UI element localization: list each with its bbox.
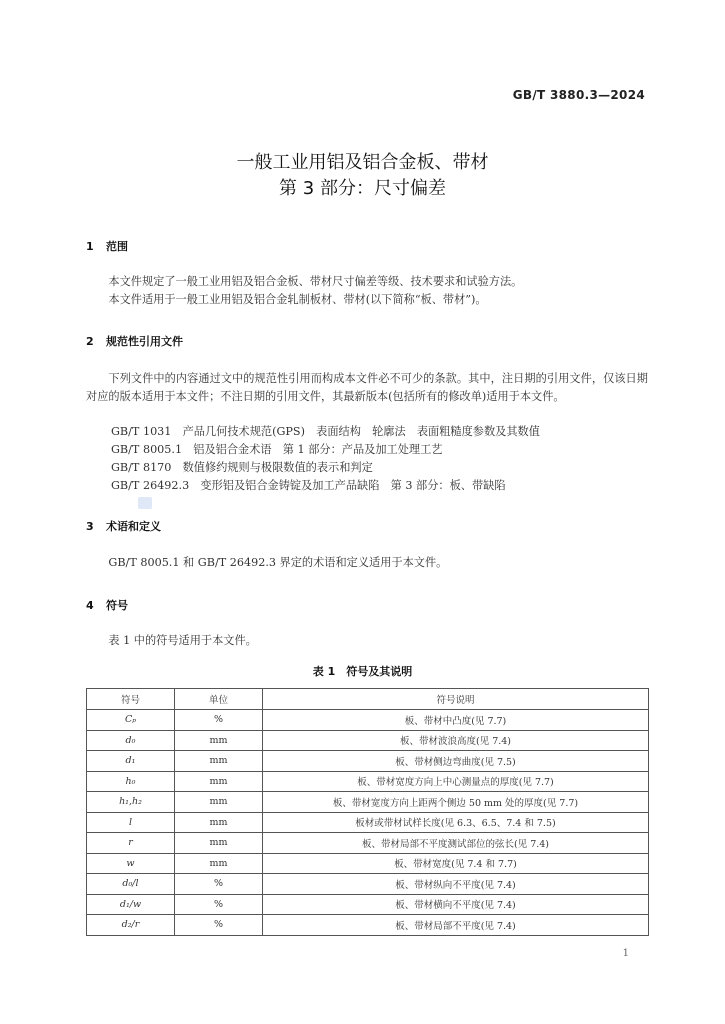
section-number: 4	[86, 599, 94, 612]
description-cell: 板、带材侧边弯曲度(见 7.5)	[263, 751, 649, 772]
terms-paragraph: GB/T 8005.1 和 GB/T 26492.3 界定的术语和定义适用于本文件。	[108, 556, 448, 569]
table-row	[87, 730, 649, 751]
symbol-cell: d₀	[87, 730, 175, 751]
description-cell: 板、带材宽度(见 7.4 和 7.7)	[263, 853, 649, 874]
symbol-cell: d₀/l	[87, 874, 175, 895]
unit-cell: %	[175, 915, 263, 936]
description-cell: 板、带材横向不平度(见 7.4)	[263, 894, 649, 915]
unit-cell: mm	[175, 730, 263, 751]
table-caption: 表 1 符号及其说明	[312, 665, 413, 678]
scope-paragraph-1: 本文件规定了一般工业用铝及铝合金板、带材尺寸偏差等级、技术要求和试验方法。	[108, 275, 523, 288]
section-title: 术语和定义	[106, 520, 161, 533]
scope-paragraph-2: 本文件适用于一般工业用铝及铝合金轧制板材、带材(以下简称“板、带材”)。	[108, 292, 487, 306]
normative-ref: GB/T 8170 数值修约规则与极限数值的表示和判定	[111, 461, 373, 474]
section-title: 规范性引用文件	[106, 335, 183, 348]
unit-cell: mm	[175, 751, 263, 772]
section-1-heading	[86, 238, 128, 254]
section-2-heading	[86, 333, 183, 349]
symbol-cell: l	[87, 812, 175, 833]
table-header-row	[87, 689, 649, 710]
table-row	[87, 751, 649, 772]
symbol-cell: d₁/w	[87, 894, 175, 915]
symbol-cell: r	[87, 833, 175, 854]
section-number: 3	[86, 520, 94, 533]
unit-cell: mm	[175, 853, 263, 874]
table-row	[87, 874, 649, 895]
unit-cell: mm	[175, 812, 263, 833]
symbols-text	[86, 632, 648, 650]
symbol-cell: d₂/r	[87, 915, 175, 936]
description-cell: 板、带材局部不平度测试部位的弦长(见 7.4)	[263, 833, 649, 854]
unit-cell: %	[175, 894, 263, 915]
symbols-paragraph: 表 1 中的符号适用于本文件。	[108, 634, 257, 647]
scope-text	[86, 273, 648, 308]
terms-text	[86, 554, 648, 572]
description-cell: 板材或带材试样长度(见 6.3、6.5、7.4 和 7.5)	[263, 812, 649, 833]
symbol-cell: w	[87, 853, 175, 874]
table-row	[87, 792, 649, 813]
watermark-logo	[138, 497, 152, 509]
description-cell: 板、带材纵向不平度(见 7.4)	[263, 874, 649, 895]
unit-cell: %	[175, 710, 263, 731]
standard-code: GB/T 3880.3—2024	[512, 88, 645, 102]
table-row	[87, 812, 649, 833]
description-cell: 板、带材局部不平度(见 7.4)	[263, 915, 649, 936]
column-header-unit: 单位	[175, 689, 263, 710]
unit-cell: mm	[175, 771, 263, 792]
table-row	[87, 894, 649, 915]
unit-cell: mm	[175, 833, 263, 854]
normative-ref: GB/T 1031 产品几何技术规范(GPS) 表面结构 轮廓法 表面粗糙度参数及其数值	[111, 425, 540, 438]
table-row	[87, 833, 649, 854]
column-header-symbol: 符号	[87, 689, 175, 710]
section-number: 2	[86, 335, 94, 348]
description-cell: 板、带材宽度方向上中心测量点的厚度(见 7.7)	[263, 771, 649, 792]
document-subtitle: 第 3 部分：尺寸偏差	[279, 178, 446, 199]
section-title: 符号	[106, 599, 128, 612]
section-3-heading	[86, 518, 161, 534]
table-row	[87, 771, 649, 792]
section-number: 1	[86, 240, 94, 253]
section-4-heading	[86, 597, 128, 613]
symbol-cell: d₁	[87, 751, 175, 772]
table-row	[87, 915, 649, 936]
column-header-description: 符号说明	[263, 689, 649, 710]
normative-intro-paragraph: 下列文件中的内容通过文中的规范性引用而构成本文件必不可少的条款。其中，注日期的引用文件，仅该日期对应的版本适用于本文件；不注日期的引用文件，其最新版本(包括所有的修改单)适用于本文件。	[86, 372, 648, 403]
normative-intro	[86, 370, 648, 405]
section-title: 范围	[106, 240, 128, 253]
symbol-cell: h₁,h₂	[87, 792, 175, 813]
page-number: 1	[622, 948, 629, 959]
normative-ref: GB/T 26492.3 变形铝及铝合金铸锭及加工产品缺陷 第 3 部分：板、带缺陷	[111, 479, 506, 492]
normative-ref: GB/T 8005.1 铝及铝合金术语 第 1 部分：产品及加工处理工艺	[111, 443, 443, 456]
symbol-cell: Cₚ	[87, 710, 175, 731]
description-cell: 板、带材宽度方向上距两个侧边 50 mm 处的厚度(见 7.7)	[263, 792, 649, 813]
symbols-table	[86, 688, 649, 936]
description-cell: 板、带材波浪高度(见 7.4)	[263, 730, 649, 751]
description-cell: 板、带材中凸度(见 7.7)	[263, 710, 649, 731]
table-row	[87, 710, 649, 731]
document-title: 一般工业用铝及铝合金板、带材	[236, 152, 489, 173]
table-row	[87, 853, 649, 874]
unit-cell: mm	[175, 792, 263, 813]
unit-cell: %	[175, 874, 263, 895]
symbol-cell: h₀	[87, 771, 175, 792]
